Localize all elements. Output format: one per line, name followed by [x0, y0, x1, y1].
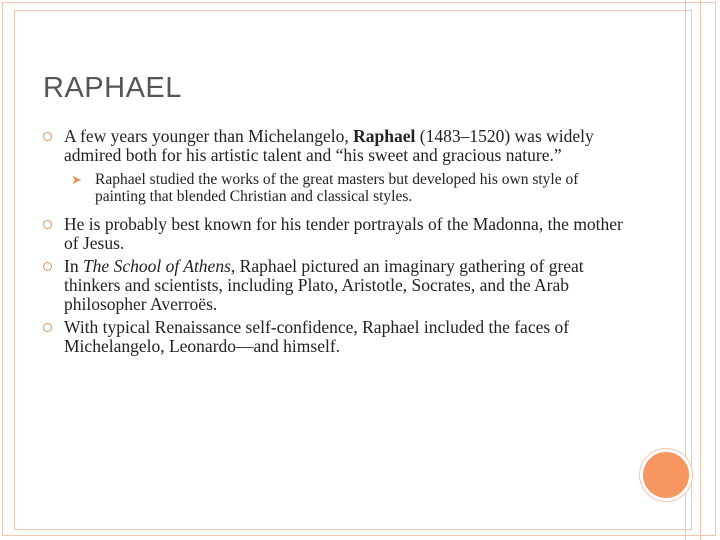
bullet-item: [43, 318, 633, 356]
bullet-text: With typical Renaissance self-confidence, Raphael included the faces of Michelangelo, Leonardo—and himself.: [64, 317, 570, 356]
bullet-bold-text: Raphael: [353, 126, 416, 146]
slide-body: [43, 127, 633, 360]
bullet-text: (1483–1520) was widely admired both for his artistic talent and “his sweet and gracious nature.”: [64, 126, 594, 165]
bullet-text: Raphael pictured an imaginary gathering of great thinkers and scientists, including Plato, Aristotle, Socrates, and the Arab philosopher Averroës.: [64, 256, 584, 314]
bullet-text: He is probably best known for his tender portrayals of the Madonna, the mother of Jesus.: [64, 214, 623, 253]
bullet-icon: [43, 262, 52, 271]
sub-bullet-text: Raphael studied the works of the great masters but developed his own style of painting that blended Christian and classical styles.: [95, 171, 579, 205]
bullet-item: [43, 127, 633, 165]
sub-bullet-item: [43, 171, 633, 205]
arrow-bullet-icon: ➤: [71, 173, 82, 188]
slide-title: RAPHAEL: [43, 72, 182, 104]
decorative-line: [700, 0, 701, 540]
bullet-icon: [43, 220, 52, 229]
bullet-item: [43, 215, 633, 253]
bullet-icon: [43, 323, 52, 332]
bullet-item: [43, 257, 633, 314]
bullet-icon: [43, 132, 52, 141]
decorative-circle: [640, 449, 692, 501]
artwork-title: The School of Athens,: [82, 256, 236, 276]
bullet-text: In: [64, 256, 83, 276]
bullet-text: A few years younger than Michelangelo,: [64, 126, 354, 146]
